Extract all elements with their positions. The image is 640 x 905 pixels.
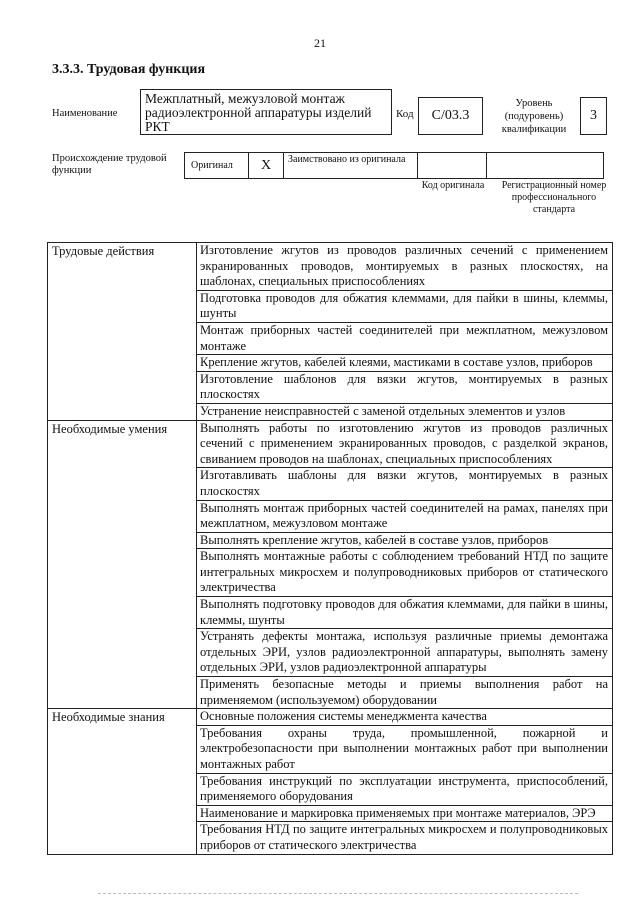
list-item: Требования НТД по защите интегральных микросхем и полупроводниковых приборов от статического электричества bbox=[200, 822, 608, 852]
list-item: Изготовление шаблонов для вязки жгутов, монтируемых в разных плоскостях bbox=[197, 372, 612, 404]
page-number: 21 bbox=[314, 36, 326, 50]
code-caption: Код оригинала bbox=[421, 180, 485, 191]
list-item: Выполнять монтаж приборных частей соединителей на рамах, панелях при межплатном, межузловом монтаже bbox=[197, 501, 612, 533]
table-row bbox=[48, 709, 613, 854]
row-items bbox=[197, 709, 613, 854]
table-row bbox=[48, 243, 613, 421]
list-item: Требования охраны труда, промышленной, пожарной и электробезопасности при выполнении монтажных работ при выполнении монтажных работ bbox=[197, 726, 612, 774]
level-value: 3 bbox=[580, 97, 607, 135]
list-item: Монтаж приборных частей соединителей при межплатном, межузловом монтаже bbox=[197, 323, 612, 355]
list-item: Изготавливать шаблоны для вязки жгутов, монтируемых в разных плоскостях bbox=[197, 468, 612, 500]
original-cell: Оригинал bbox=[184, 152, 249, 179]
original-mark: Х bbox=[248, 152, 284, 179]
list-item: Крепление жгутов, кабелей клеями, мастиками в составе узлов, приборов bbox=[197, 355, 612, 372]
row-category: Необходимые знания bbox=[48, 709, 197, 854]
list-item: Устранять дефекты монтажа, используя различные приемы демонтажа отдельных ЭРИ, узлов радиоэлектронной аппаратуры, выполнять замену отдельных ЭРИ, узлов радиоэлектронной аппаратуры bbox=[197, 629, 612, 677]
code-label: Код bbox=[396, 108, 414, 120]
origin-row bbox=[185, 152, 604, 179]
borrowed-cell: Заимствовано из оригинала bbox=[283, 152, 418, 179]
bottom-rule bbox=[98, 893, 578, 894]
code-value: С/03.3 bbox=[418, 97, 483, 135]
origin-label: Происхождение трудовой функции bbox=[52, 153, 167, 176]
function-table bbox=[47, 242, 613, 855]
level-label: Уровень (подуровень) квалификации bbox=[501, 98, 567, 135]
original-code-cell bbox=[417, 152, 487, 179]
list-item: Выполнять крепление жгутов, кабелей в составе узлов, приборов bbox=[197, 533, 612, 550]
list-item: Подготовка проводов для обжатия клеммами, для пайки в шины, клеммы, шунты bbox=[197, 291, 612, 323]
name-label: Наименование bbox=[52, 108, 118, 119]
list-item: Основные положения системы менеджмента качества bbox=[197, 709, 612, 726]
table-row bbox=[48, 420, 613, 709]
row-category: Необходимые умения bbox=[48, 420, 197, 709]
section-title: 3.3.3. Трудовая функция bbox=[52, 62, 206, 77]
list-item: Применять безопасные методы и приемы выполнения работ на применяемом (используемом) оборудовании bbox=[200, 677, 608, 707]
row-items bbox=[197, 243, 613, 421]
list-item: Наименование и маркировка применяемых при монтаже материалов, ЭРЭ bbox=[197, 806, 612, 823]
registration-number-cell bbox=[486, 152, 604, 179]
name-value: Межплатный, межузловой монтаж радиоэлектронной аппаратуры изделий РКТ bbox=[140, 89, 392, 135]
list-item: Устранение неисправностей с заменой отдельных элементов и узлов bbox=[200, 403, 566, 418]
row-items bbox=[197, 420, 613, 709]
list-item: Требования инструкций по эксплуатации инструмента, приспособлений, применяемого оборудования bbox=[197, 774, 612, 806]
list-item: Изготовление жгутов из проводов различных сечений с применением экранированных проводов, монтируемых в разных плоскостях, на шаблонах, специальных приспособлениях bbox=[197, 243, 612, 291]
reg-caption: Регистрационный номер профессионального стандарта bbox=[501, 180, 607, 215]
list-item: Выполнять подготовку проводов для обжатия клеммами, для пайки в шины, клеммы, шунты bbox=[197, 597, 612, 629]
row-category: Трудовые действия bbox=[48, 243, 197, 421]
list-item: Выполнять монтажные работы с соблюдением требований НТД по защите интегральных микросхем и полупроводниковых приборов от статического электричества bbox=[197, 549, 612, 597]
list-item: Выполнять работы по изготовлению жгутов из проводов различных сечений с применением экранированных проводов, с разделкой экранов, свиванием проводов на шаблонах, специальных приспособлениях bbox=[197, 421, 612, 469]
